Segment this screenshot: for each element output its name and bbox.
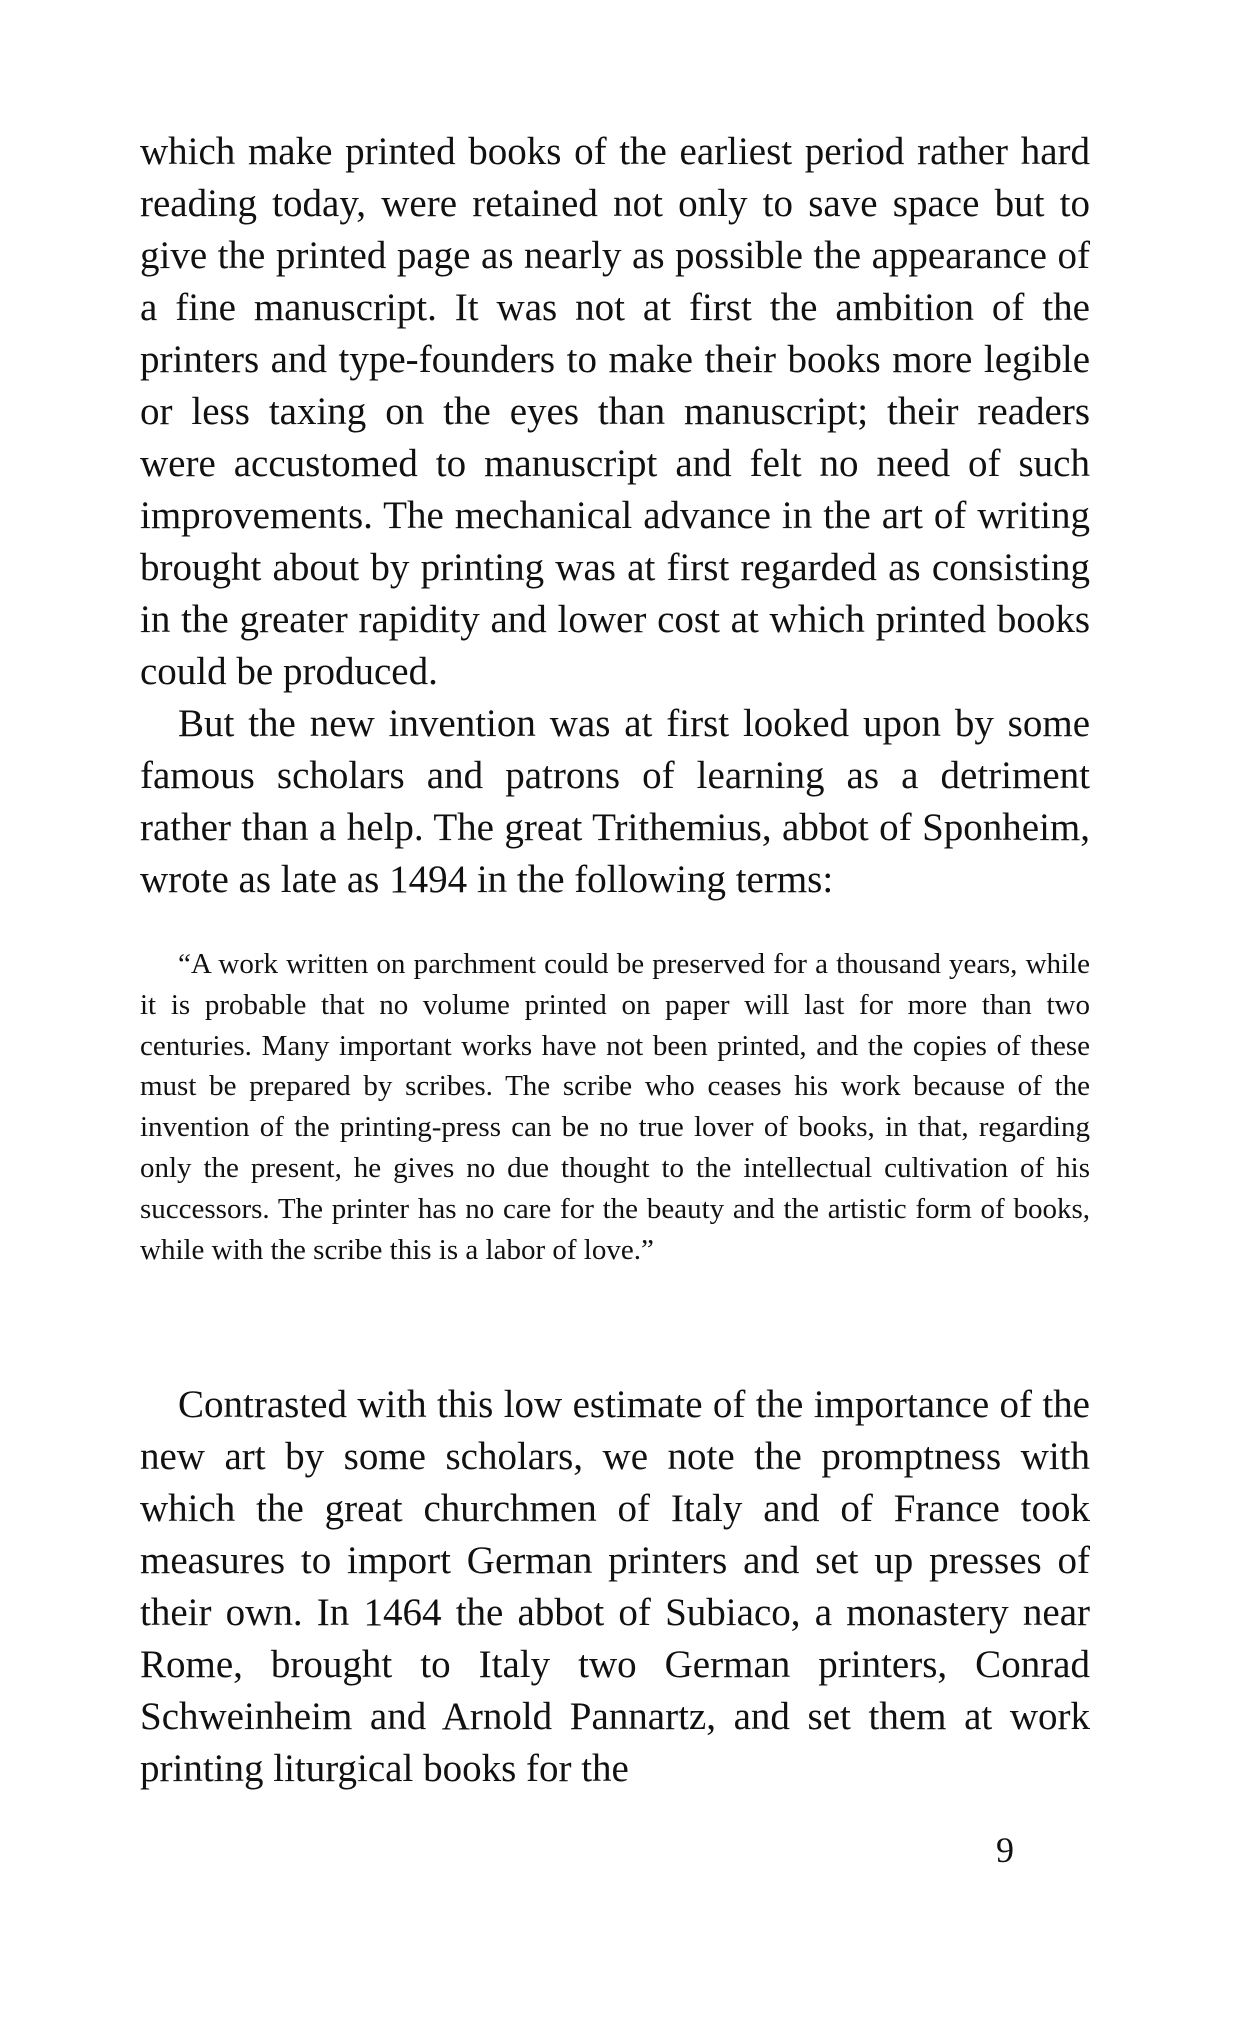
top-text-block xyxy=(140,126,1090,906)
trithemius-quote: “A work written on parchment could be preserved for a thousand years, while it is probable that no volume printed on paper will last for more than two centuries. Many important works have not been printed, and the copies of these must be prepared by scribes. The scribe who ceases his work because of the invention of the printing-press can be no true lover of books, in that, regarding only the present, he gives no due thought to the intellectual cultivation of his successors. The printer has no care for the beauty and the artistic form of books, while with the scribe this is a labor of love.” xyxy=(140,948,1090,1266)
bottom-text-block xyxy=(140,1379,1090,1795)
page-number: 9 xyxy=(996,1830,1014,1870)
block-quote xyxy=(140,944,1090,1270)
paragraph-contrasted: Contrasted with this low estimate of the importance of the new art by some scholars, we note the promptness with which the great churchmen of Italy and of France took measures to import German printers and set up presses of their own. In 1464 the abbot of Subiaco, a monastery near Rome, brought to Italy two German printers, Conrad Schweinheim and Arnold Pannartz, and set them at work printing liturgical books for the xyxy=(140,1383,1090,1790)
paragraph-new-invention: But the new invention was at first looked upon by some famous scholars and patrons of learning as a detriment rather than a help. The great Trithemius, abbot of Sponheim, wrote as late as 1494 in the following terms: xyxy=(140,702,1090,901)
paragraph-continuation: which make printed books of the earliest period rather hard reading today, were retained not only to save space but to give the printed page as nearly as possible the appearance of a fine manuscript. It was not at first the ambition of the printers and type-founders to make their books more legible or less taxing on the eyes than manuscript; their readers were accustomed to manuscript and felt no need of such improvements. The mechanical advance in the art of writing brought about by printing was at first regarded as consisting in the greater rapidity and lower cost at which printed books could be produced. xyxy=(140,130,1090,693)
